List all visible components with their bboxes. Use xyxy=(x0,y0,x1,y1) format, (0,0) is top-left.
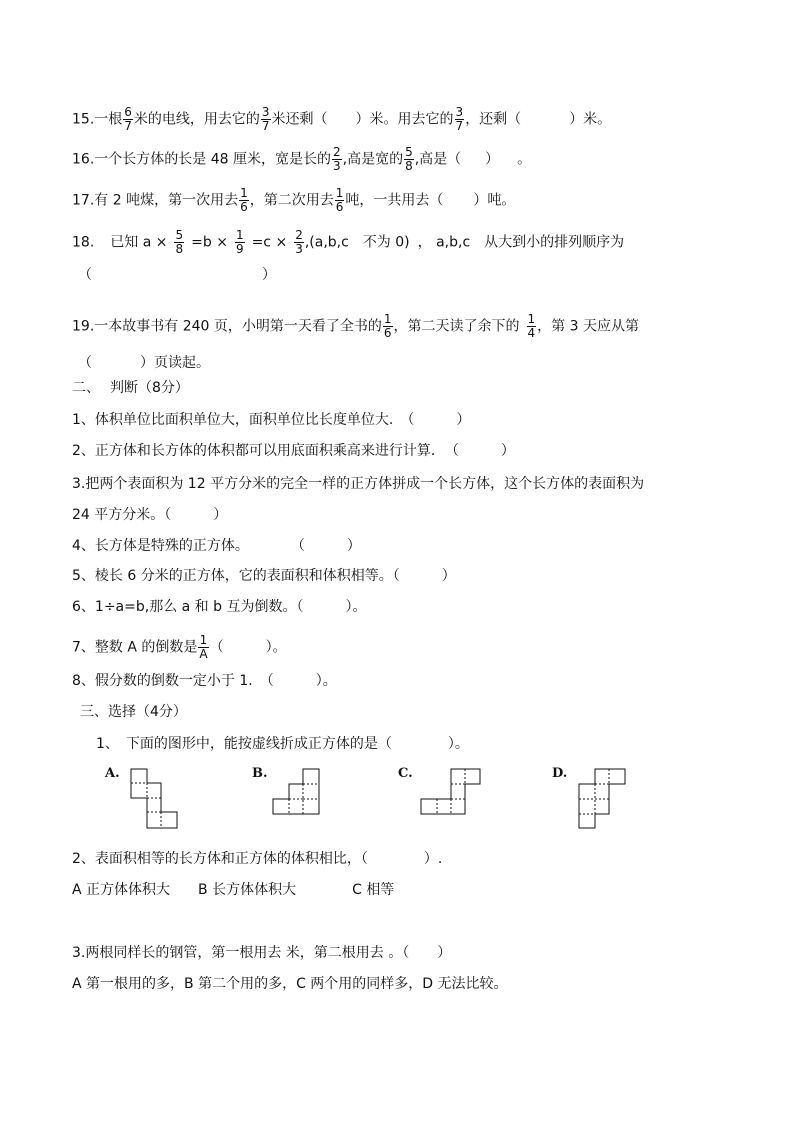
question-16: 16.一个长方体的长是 48 厘米，宽是长的 $\frac{2}{3}$ ,高是宽的 $\frac{5}{8}$ ,高是（ ） 。 xyxy=(72,145,532,173)
fraction: $\frac{1}{6}$ xyxy=(335,186,344,214)
question-18-blank: （ ） xyxy=(78,267,276,283)
cube-net-a xyxy=(130,768,180,830)
fraction: $\frac{5}{8}$ xyxy=(175,228,184,256)
option-c-label: C. xyxy=(398,766,413,781)
question-18: 18. 已知 a × $\frac{5}{8}$ =b × $\frac{1}{9}$ =c × $\frac{2}{3}$ ,(a,b,c 不为 0) ， a,b,c 从大到小的排列顺序为 xyxy=(72,228,625,256)
fraction: $\frac{1}{9}$ xyxy=(235,228,244,256)
option-a-label: A. xyxy=(105,766,120,781)
option-d-label: D. xyxy=(552,766,568,781)
judge-3-line-1: 3.把两个表面积为 12 平方分米的完全一样的正方体拼成一个长方体，这个长方体的表面积为 xyxy=(72,476,645,492)
question-15: 15.一根 $\frac{6}{7}$ 米的电线，用去它的 $\frac{3}{7}$ 米还剩（ ）米。用去它的 $\frac{3}{7}$ ，还剩（ ）米。 xyxy=(72,105,612,133)
judge-2: 2、正方体和长方体的体积都可以用底面积乘高来进行计算． （ ） xyxy=(72,443,515,459)
choice-2-options: A 正方体体积大 B 长方体体积大 C 相等 xyxy=(72,882,395,898)
judge-4: 4、长方体是特殊的正方体。 （ ） xyxy=(72,538,361,554)
choice-3-options: A 第一根用的多，B 第二个用的多，C 两个用的同样多，D 无法比较。 xyxy=(72,976,508,992)
choice-1-question: 1、 下面的图形中，能按虚线折成正方体的是（ ）。 xyxy=(96,736,469,752)
cube-net-d xyxy=(578,768,628,830)
judge-7: 7、整数 A 的倒数是 $\frac{1}{A}$ （ ）。 xyxy=(72,633,287,661)
fraction: $\frac{1}{6}$ xyxy=(240,186,248,214)
fraction: $\frac{1}{A}$ xyxy=(199,633,208,661)
fraction: $\frac{6}{7}$ xyxy=(124,105,132,133)
fraction: $\frac{2}{3}$ xyxy=(332,145,341,173)
question-17: 17.有 2 吨煤，第一次用去 $\frac{1}{6}$ ，第二次用去 $\frac{1}{6}$ 吨，一共用去（ ）吨。 xyxy=(72,186,516,214)
section-3-title: 三、选择（4分） xyxy=(80,704,187,720)
fraction: $\frac{3}{7}$ xyxy=(455,105,464,133)
judge-6: 6、1÷a=b,那么 a 和 b 互为倒数。（ ）。 xyxy=(72,599,367,615)
option-b-label: B. xyxy=(252,766,268,781)
question-19-blank: （ ）页读起。 xyxy=(78,355,210,371)
cube-net-b xyxy=(272,768,322,816)
fraction: $\frac{1}{4}$ xyxy=(527,312,536,340)
choice-3-question: 3.两根同样长的钢管，第一根用去 米，第二根用去 。（ ） xyxy=(72,945,452,961)
judge-3-line-2: 24 平方分米。（ ） xyxy=(72,507,228,523)
cube-net-c xyxy=(420,768,482,816)
fraction: $\frac{2}{3}$ xyxy=(295,228,303,256)
choice-2-question: 2、表面积相等的长方体和正方体的体积相比，（ ）. xyxy=(72,851,443,867)
section-2-title: 二、 判断（8分） xyxy=(72,380,189,396)
judge-1: 1、体积单位比面积单位大，面积单位比长度单位大. （ ） xyxy=(72,412,471,428)
judge-8: 8、假分数的倒数一定小于 1. （ ）。 xyxy=(72,673,337,689)
judge-5: 5、棱长 6 分米的正方体，它的表面积和体积相等。（ ） xyxy=(72,568,456,584)
fraction: $\frac{5}{8}$ xyxy=(405,145,413,173)
question-19: 19.一本故事书有 240 页，小明第一天看了全书的 $\frac{1}{6}$ ，第二天读了余下的 $\frac{1}{4}$ ，第 3 天应从第 xyxy=(72,312,639,340)
fraction: $\frac{3}{7}$ xyxy=(261,105,270,133)
fraction: $\frac{1}{6}$ xyxy=(383,312,392,340)
